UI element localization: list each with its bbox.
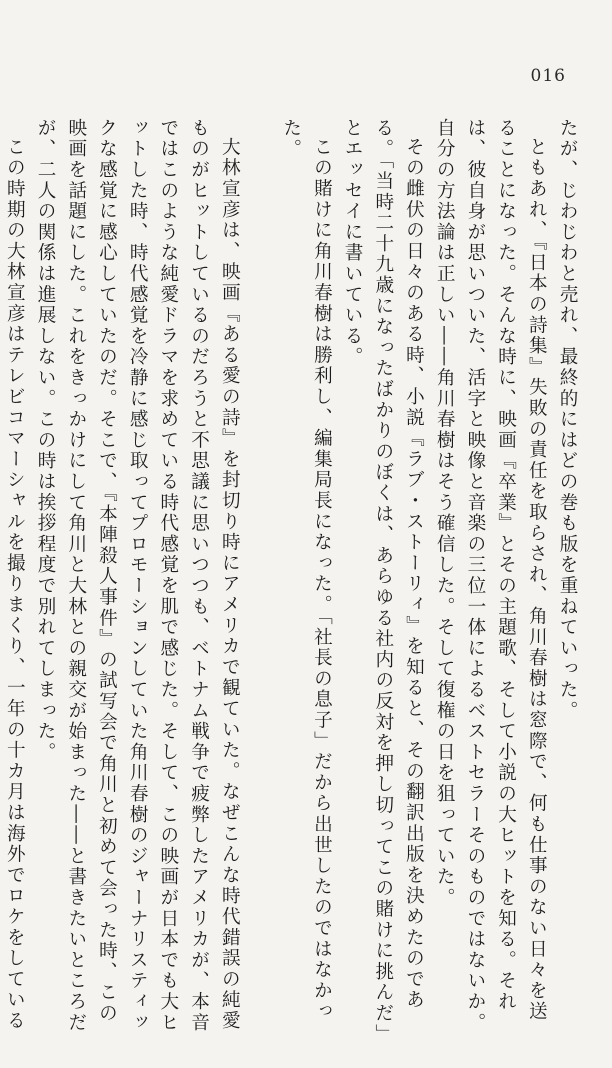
paragraph: ともあれ、『日本の詩集』失敗の責任を取らされ、角川春樹は窓際で、何も仕事のない日々を送ることになった。そんな時に、映画『卒業』とその主題歌、そして小説の大ヒットを知る。それは、彼自身が思いついた、活字と映像と音楽の三位一体によるベストセラーそのものではないか。自分の方法論は正しい――角川春樹はそう確信した。そして復権の日を狙っていた。 xyxy=(434,118,548,1034)
paragraph: たが、じわじわと売れ、最終的にはどの巻も版を重ねていった。 xyxy=(557,118,578,722)
page-number: 016 xyxy=(530,66,566,86)
paragraph: この賭けに角川春樹は勝利し、編集局長になった。「社長の息子」だから出世したのではなかった。 xyxy=(280,118,333,1022)
paragraph: その雌伏の日々のある時、小説『ラブ・ストーリィ』を知ると、その翻訳出版を決めたのである。「当時二十九歳になったばかりのぼくは、あらゆる社内の反対を押し切ってこの賭けに挑んだ」とエッセイに書いている。 xyxy=(342,118,425,1036)
paragraph: この時期の大林宣彦はテレビコマーシャルを撮りまくり、一年の十カ月は海外でロケをしている xyxy=(4,136,26,1031)
body-text xyxy=(4,118,582,1038)
paragraph: 大林宣彦は、映画『ある愛の詩』を封切り時にアメリカで観ていた。なぜこんな時代錯誤の純愛ものがヒットしているのだろうと不思議に思いつつも、ベトナム戦争で疲弊したアメリカが、本音ではこのような純愛ドラマを求めている時代感覚を肌で感じた。そして、この映画が日本でも大ヒットした時、時代感覚を冷静に感じ取ってプロモーションしていた角川春樹のジャーナリスティックな感覚に感心していたのだ。そこで、『本陣殺人事件』の試写会で角川と初めて会った時、この映画を話題にした。これをきっかけにして角川と大林との親交が始まった――と書きたいところだが、二人の関係は進展しない。この時は挨拶程度で別れてしまった。 xyxy=(35,118,241,1034)
